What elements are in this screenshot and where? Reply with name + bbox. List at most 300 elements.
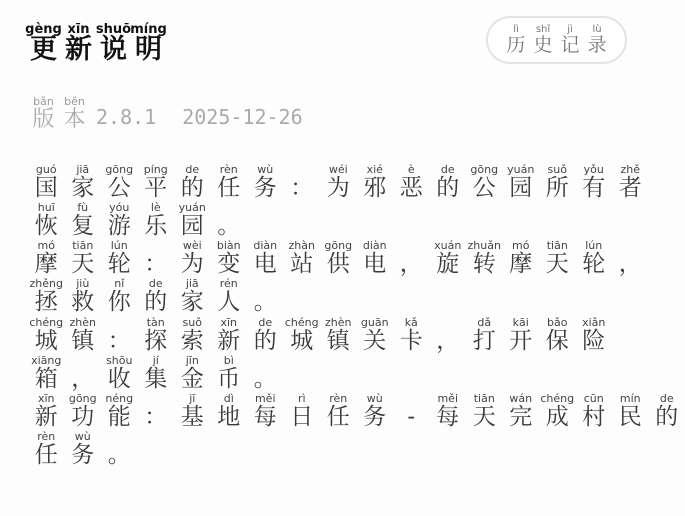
ruby-char	[430, 239, 467, 276]
ruby-char	[211, 239, 248, 276]
pinyin: xiǎn	[582, 315, 606, 329]
pinyin: wù	[257, 163, 274, 176]
version-label	[28, 95, 90, 131]
ruby-char	[65, 392, 102, 429]
ruby-char	[65, 316, 102, 353]
hanzi: 务	[363, 403, 387, 430]
hanzi: 的	[180, 175, 204, 201]
ruby-char	[247, 392, 284, 429]
ruby-char	[466, 163, 503, 200]
hanzi: ：	[290, 175, 314, 201]
page-title	[26, 23, 166, 64]
pinyin: měi	[437, 391, 459, 405]
pinyin: tiān	[546, 239, 568, 253]
hanzi: 箱	[34, 365, 58, 392]
hanzi: 更	[30, 34, 57, 65]
pinyin: gōng	[68, 391, 97, 405]
hanzi: 摩	[509, 251, 533, 278]
ruby-char	[357, 392, 394, 429]
note-line	[28, 239, 685, 276]
hanzi: 邪	[363, 175, 387, 201]
ruby-char	[65, 277, 102, 314]
ruby-char	[138, 392, 175, 429]
pinyin: chéng	[29, 315, 64, 329]
hanzi: 者	[618, 175, 642, 201]
pinyin: lè	[150, 201, 161, 215]
hanzi: 录	[587, 34, 607, 57]
version-number: 2.8.1	[96, 105, 157, 130]
hanzi: -	[407, 403, 416, 430]
pinyin: kāi	[512, 315, 529, 329]
hanzi: 说	[100, 34, 127, 65]
ruby-char	[430, 163, 467, 200]
pinyin: rèn	[37, 429, 56, 443]
release-date: 2025-12-26	[182, 105, 303, 130]
hanzi: 村	[582, 403, 606, 430]
note-line	[28, 277, 685, 314]
history-button[interactable]	[486, 16, 627, 64]
ruby-char	[101, 277, 138, 314]
hanzi: 轮	[582, 251, 606, 278]
hanzi: 镇	[71, 327, 95, 354]
hanzi: 为	[326, 175, 350, 201]
pinyin: diàn	[253, 239, 278, 253]
ruby-char	[247, 239, 284, 276]
hanzi: 任	[34, 441, 58, 468]
hanzi: 金	[180, 365, 204, 392]
hanzi: 打	[472, 327, 496, 354]
ruby-char	[65, 201, 102, 238]
pinyin: è	[407, 163, 415, 176]
ruby-char	[393, 163, 430, 200]
pinyin: biàn	[216, 239, 241, 253]
pinyin: wù	[366, 391, 383, 405]
ruby-char	[612, 392, 649, 429]
ruby-char	[174, 392, 211, 429]
hanzi: 摩	[34, 251, 58, 278]
ruby-char	[539, 392, 576, 429]
ruby-char	[28, 201, 65, 238]
ruby-char	[247, 316, 284, 353]
hanzi: 。	[107, 441, 131, 468]
ruby-char	[101, 239, 138, 276]
ruby-char	[393, 392, 430, 429]
ruby-char	[584, 24, 611, 56]
hanzi: 保	[545, 327, 569, 354]
hanzi: 功	[71, 403, 95, 430]
pinyin: wèi	[182, 239, 202, 253]
version-row	[28, 95, 303, 131]
ruby-char	[393, 239, 430, 276]
ruby-char	[284, 163, 321, 200]
ruby-char	[65, 163, 102, 200]
ruby-char	[65, 354, 102, 391]
pinyin: xīn	[37, 391, 55, 405]
pinyin: zhàn	[288, 239, 315, 253]
ruby-char	[576, 163, 613, 200]
pinyin: mó	[37, 239, 55, 253]
ruby-char	[539, 316, 576, 353]
pinyin: bǎo	[547, 315, 568, 329]
hanzi: 园	[509, 175, 533, 201]
hanzi: 变	[217, 251, 241, 278]
pinyin: xiāng	[31, 353, 62, 367]
ruby-char	[503, 163, 540, 200]
ruby-char	[503, 239, 540, 276]
ruby-char	[101, 430, 138, 467]
pinyin: jīn	[185, 353, 199, 367]
ruby-char	[138, 239, 175, 276]
hanzi: 能	[107, 403, 131, 430]
hanzi: 每	[436, 403, 460, 430]
pinyin: zhèn	[69, 315, 96, 329]
pinyin: huī	[37, 201, 55, 215]
hanzi: 历	[506, 34, 526, 57]
hanzi: 供	[326, 251, 350, 278]
ruby-char	[530, 24, 557, 56]
hanzi: 天	[545, 251, 569, 278]
pinyin: de	[659, 391, 674, 405]
pinyin: xuán	[434, 239, 462, 253]
pinyin: nǐ	[114, 277, 125, 291]
ruby-char	[174, 354, 211, 391]
hanzi: 记	[560, 34, 580, 57]
hanzi: 家	[71, 175, 95, 201]
ruby-char	[503, 24, 530, 56]
hanzi: 民	[618, 403, 642, 430]
hanzi: 卡	[399, 327, 423, 354]
hanzi: 本	[63, 107, 86, 132]
pinyin: tàn	[146, 315, 165, 329]
ruby-char	[211, 277, 248, 314]
ruby-char	[576, 316, 613, 353]
pinyin: guó	[35, 163, 57, 176]
ruby-char	[466, 239, 503, 276]
hanzi: 新	[217, 327, 241, 354]
ruby-char	[649, 392, 685, 429]
hanzi: 的	[655, 403, 679, 430]
ruby-char	[96, 23, 131, 64]
ruby-char	[138, 316, 175, 353]
pinyin: dǎ	[477, 315, 492, 329]
ruby-char	[131, 23, 166, 64]
ruby-char	[211, 201, 248, 238]
pinyin: de	[258, 315, 273, 329]
hanzi: 国	[34, 175, 58, 201]
ruby-char	[320, 392, 357, 429]
ruby-char	[393, 316, 430, 353]
hanzi: 。	[253, 365, 277, 392]
ruby-char	[466, 392, 503, 429]
hanzi: 所	[545, 175, 569, 201]
hanzi: 日	[290, 403, 314, 430]
ruby-char	[357, 163, 394, 200]
pinyin: yuán	[507, 163, 535, 176]
pinyin: xīn	[220, 315, 238, 329]
pinyin: gèng	[25, 22, 62, 37]
pinyin: de	[185, 163, 200, 176]
ruby-char	[28, 316, 65, 353]
pinyin: diàn	[362, 239, 387, 253]
note-line	[28, 316, 685, 353]
hanzi: 明	[135, 34, 162, 65]
ruby-char	[320, 316, 357, 353]
hanzi: 地	[217, 403, 241, 430]
pinyin: zhě	[620, 163, 640, 176]
ruby-char	[211, 354, 248, 391]
hanzi: 有	[582, 175, 606, 201]
ruby-char	[247, 163, 284, 200]
pinyin: bǎn	[33, 95, 54, 108]
note-line	[28, 201, 685, 238]
pinyin: lì	[513, 24, 519, 36]
ruby-char	[101, 163, 138, 200]
hanzi: 集	[144, 365, 168, 392]
pinyin: míng	[130, 22, 167, 37]
hanzi: ，	[436, 327, 460, 354]
note-line	[28, 354, 685, 391]
pinyin: yóu	[109, 201, 130, 215]
ruby-char	[28, 430, 65, 467]
ruby-char	[320, 163, 357, 200]
ruby-char	[211, 316, 248, 353]
ruby-char	[539, 163, 576, 200]
hanzi: 币	[217, 365, 241, 392]
pinyin: wán	[509, 391, 533, 405]
ruby-char	[174, 239, 211, 276]
pinyin: zhuǎn	[467, 239, 501, 253]
pinyin: xié	[366, 163, 383, 176]
ruby-char	[28, 354, 65, 391]
hanzi: 你	[107, 289, 131, 316]
ruby-char	[65, 239, 102, 276]
hanzi: 天	[71, 251, 95, 278]
ruby-char	[28, 95, 59, 131]
hanzi: 收	[107, 365, 131, 392]
pinyin: tiān	[72, 239, 94, 253]
hanzi: 基	[180, 403, 204, 430]
hanzi: 务	[71, 441, 95, 468]
ruby-char	[503, 392, 540, 429]
hanzi: ：	[144, 251, 168, 278]
pinyin: wù	[74, 429, 91, 443]
hanzi: ：	[144, 403, 168, 430]
pinyin: píng	[143, 163, 168, 176]
ruby-char	[284, 316, 321, 353]
pinyin: lún	[585, 239, 603, 253]
hanzi: 游	[107, 213, 131, 240]
pinyin: tiān	[473, 391, 495, 405]
hanzi: 新	[34, 403, 58, 430]
hanzi: 新	[65, 34, 92, 65]
ruby-char	[211, 163, 248, 200]
ruby-char	[284, 392, 321, 429]
hanzi: 乐	[144, 213, 168, 240]
pinyin: chéng	[540, 391, 575, 405]
ruby-char	[26, 23, 61, 64]
pinyin: kǎ	[404, 315, 418, 329]
hanzi: 完	[509, 403, 533, 430]
hanzi: 轮	[107, 251, 131, 278]
hanzi: 平	[144, 175, 168, 201]
pinyin: jiā	[76, 163, 90, 176]
ruby-char	[557, 24, 584, 56]
ruby-char	[101, 201, 138, 238]
update-notes	[28, 163, 685, 468]
pinyin: de	[440, 163, 455, 176]
hanzi: 城	[290, 327, 314, 354]
hanzi: 拯	[34, 289, 58, 316]
pinyin: zhěng	[29, 277, 63, 291]
hanzi: 为	[180, 251, 204, 278]
pinyin: běn	[64, 95, 85, 108]
hanzi: 任	[217, 175, 241, 201]
ruby-char	[576, 392, 613, 429]
ruby-char	[28, 392, 65, 429]
ruby-char	[174, 277, 211, 314]
hanzi: 史	[533, 34, 553, 57]
hanzi: 镇	[326, 327, 350, 354]
ruby-char	[430, 392, 467, 429]
hanzi: 城	[34, 327, 58, 354]
pinyin: bì	[223, 353, 234, 367]
ruby-char	[138, 201, 175, 238]
hanzi: 关	[363, 327, 387, 354]
ruby-char	[138, 277, 175, 314]
ruby-char	[28, 277, 65, 314]
hanzi: 园	[180, 213, 204, 240]
hanzi: 。	[253, 289, 277, 316]
hanzi: 的	[253, 327, 277, 354]
pinyin: jiù	[76, 277, 90, 291]
pinyin: jí	[152, 353, 159, 367]
pinyin: rì	[297, 391, 306, 405]
pinyin: jì	[567, 24, 573, 36]
pinyin: suǒ	[182, 315, 202, 329]
hanzi: 每	[253, 403, 277, 430]
history-button-label	[503, 24, 611, 56]
pinyin: de	[148, 277, 163, 291]
hanzi: ，	[71, 365, 95, 392]
hanzi: 的	[144, 289, 168, 316]
hanzi: ，	[618, 251, 642, 278]
pinyin: néng	[105, 391, 134, 405]
pinyin: gōng	[470, 163, 499, 176]
hanzi: 家	[180, 289, 204, 316]
hanzi: 任	[326, 403, 350, 430]
pinyin: yǒu	[583, 163, 604, 176]
ruby-char	[430, 316, 467, 353]
pinyin: rèn	[219, 163, 238, 176]
ruby-char	[320, 239, 357, 276]
hanzi: 恢	[34, 213, 58, 240]
pinyin: yuán	[178, 201, 206, 215]
ruby-char	[576, 239, 613, 276]
pinyin: shuō	[95, 22, 132, 37]
hanzi: 站	[290, 251, 314, 278]
pinyin: suǒ	[547, 163, 567, 176]
pinyin: měi	[254, 391, 276, 405]
pinyin: dì	[223, 391, 234, 405]
hanzi: 的	[436, 175, 460, 201]
pinyin: jiā	[185, 277, 199, 291]
pinyin: rèn	[329, 391, 348, 405]
ruby-char	[247, 354, 284, 391]
ruby-char	[65, 430, 102, 467]
pinyin: zhèn	[325, 315, 352, 329]
pinyin: cūn	[583, 391, 604, 405]
pinyin: rén	[219, 277, 238, 291]
ruby-char	[357, 239, 394, 276]
pinyin: shōu	[106, 353, 133, 367]
pinyin: guān	[360, 315, 389, 329]
pinyin: wéi	[328, 163, 348, 176]
ruby-char	[612, 163, 649, 200]
hanzi: 复	[71, 213, 95, 240]
ruby-char	[101, 316, 138, 353]
ruby-char	[28, 163, 65, 200]
pinyin: jī	[189, 391, 196, 405]
hanzi: 版	[32, 107, 55, 132]
ruby-char	[174, 316, 211, 353]
hanzi: ，	[399, 251, 423, 278]
note-line	[28, 430, 685, 467]
hanzi: 电	[363, 251, 387, 278]
ruby-char	[174, 163, 211, 200]
ruby-char	[612, 239, 649, 276]
ruby-char	[174, 201, 211, 238]
pinyin: gōng	[324, 239, 353, 253]
pinyin: lún	[110, 239, 128, 253]
hanzi: 务	[253, 175, 277, 201]
pinyin: xīn	[67, 22, 90, 37]
hanzi: 恶	[399, 175, 423, 201]
pinyin: gōng	[105, 163, 134, 176]
pinyin: chéng	[284, 315, 319, 329]
hanzi: 公	[472, 175, 496, 201]
ruby-char	[466, 316, 503, 353]
pinyin: fù	[77, 201, 89, 215]
ruby-char	[539, 239, 576, 276]
hanzi: 救	[71, 289, 95, 316]
ruby-char	[211, 392, 248, 429]
hanzi: 天	[472, 403, 496, 430]
ruby-char	[138, 354, 175, 391]
hanzi: 索	[180, 327, 204, 354]
ruby-char	[503, 316, 540, 353]
ruby-char	[284, 239, 321, 276]
hanzi: 险	[582, 327, 606, 354]
note-line	[28, 163, 685, 200]
ruby-char	[247, 277, 284, 314]
ruby-char	[101, 392, 138, 429]
pinyin: shǐ	[535, 24, 551, 36]
hanzi: 人	[217, 289, 241, 316]
hanzi: 旋	[436, 251, 460, 278]
hanzi: 转	[472, 251, 496, 278]
ruby-char	[138, 163, 175, 200]
ruby-char	[357, 316, 394, 353]
pinyin: mín	[619, 391, 641, 405]
hanzi: 。	[217, 213, 241, 240]
hanzi: 公	[107, 175, 131, 201]
pinyin: lù	[592, 24, 602, 36]
hanzi: 成	[545, 403, 569, 430]
ruby-char	[28, 239, 65, 276]
ruby-char	[101, 354, 138, 391]
ruby-char	[59, 95, 90, 131]
hanzi: ：	[107, 327, 131, 354]
